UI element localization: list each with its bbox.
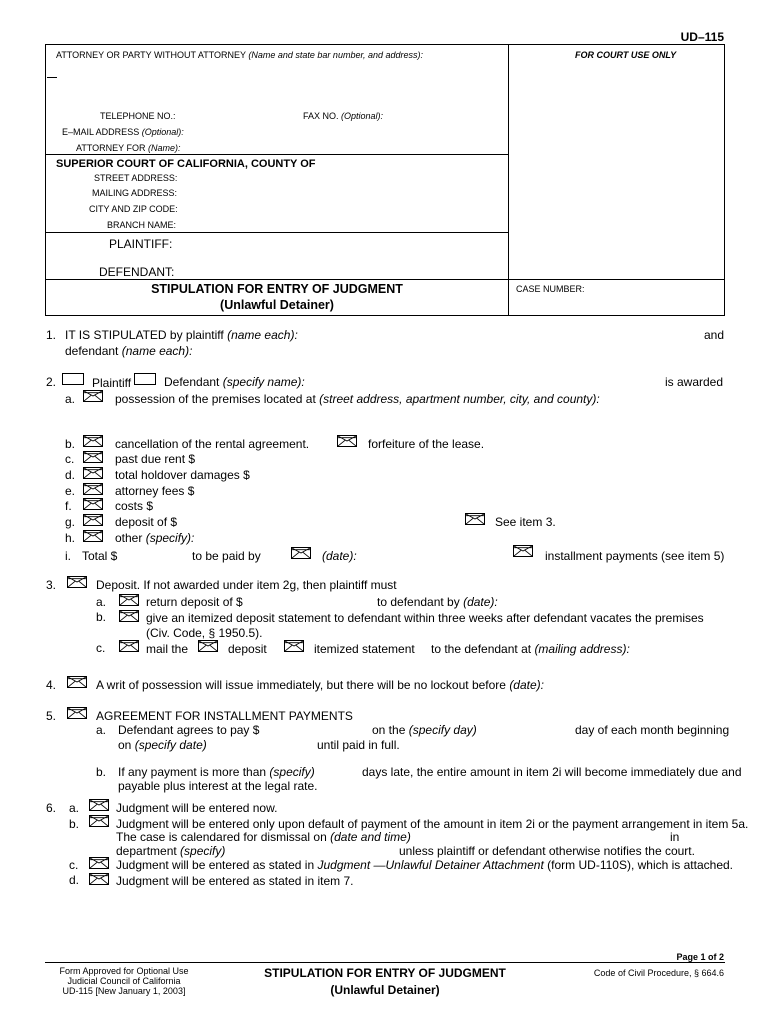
item3a-text: return deposit of $ xyxy=(146,595,243,609)
checkbox-envelope-icon xyxy=(199,641,217,651)
checkbox-envelope-icon xyxy=(84,436,102,446)
item6d-checkbox[interactable] xyxy=(89,873,109,885)
header-divider-2 xyxy=(45,232,508,233)
item2-plaintiff: Plaintiff xyxy=(92,376,132,390)
item6a-text: Judgment will be entered now. xyxy=(116,801,278,815)
footer-title-line1: STIPULATION FOR ENTRY OF JUDGMENT xyxy=(264,966,506,980)
item5a-letter: a. xyxy=(96,723,107,737)
item3-number: 3. xyxy=(46,578,57,592)
item3c-mail: mail the xyxy=(146,642,189,656)
header-divider-3 xyxy=(45,279,725,280)
item5b-letter: b. xyxy=(96,765,107,779)
item2i-text: Total $ xyxy=(82,549,118,563)
item2e-checkbox[interactable] xyxy=(83,483,103,495)
item1-number: 1. xyxy=(46,328,57,342)
form-title-line2: (Unlawful Detainer) xyxy=(220,298,334,312)
item2i-date-checkbox[interactable] xyxy=(291,547,311,559)
telephone-label: TELEPHONE NO.: xyxy=(100,111,176,121)
item3a-to: to defendant by (date): xyxy=(377,595,498,609)
item5a-until: until paid in full. xyxy=(317,738,400,752)
checkbox-envelope-icon xyxy=(84,391,102,401)
item2c-letter: c. xyxy=(65,452,75,466)
item5b-text: If any payment is more than (specify) xyxy=(118,765,315,779)
item3-text: Deposit. If not awarded under item 2g, then plaintiff must xyxy=(96,578,397,592)
item2e-text: attorney fees $ xyxy=(115,484,195,498)
item5a-on: on the (specify day) xyxy=(372,723,477,737)
checkbox-envelope-icon xyxy=(84,452,102,462)
item2g-see3-text: See item 3. xyxy=(495,515,556,529)
defendant-label: DEFENDANT: xyxy=(99,265,175,279)
case-number-label: CASE NUMBER: xyxy=(516,284,585,294)
item2g-see3-checkbox[interactable] xyxy=(465,513,485,525)
form-title xyxy=(46,282,508,312)
item3c-letter: c. xyxy=(96,641,106,655)
court-title: SUPERIOR COURT OF CALIFORNIA, COUNTY OF xyxy=(56,158,316,170)
plaintiff-label: PLAINTIFF: xyxy=(109,237,173,251)
footer-title-line2: (Unlawful Detainer) xyxy=(330,983,440,997)
item5a-day: day of each month beginning xyxy=(575,723,730,737)
checkbox-envelope-icon xyxy=(285,641,303,651)
item3b-text2: (Civ. Code, § 1950.5). xyxy=(146,626,263,640)
item3c-deposit-checkbox[interactable] xyxy=(198,640,218,652)
item6b-in: in xyxy=(670,830,680,844)
item2-number: 2. xyxy=(46,375,57,389)
header-box-bottom xyxy=(45,315,725,316)
defendant-checkbox[interactable] xyxy=(134,373,156,385)
item2b-forfeiture-text: forfeiture of the lease. xyxy=(368,437,485,451)
item5-number: 5. xyxy=(46,709,57,723)
checkbox-envelope-icon xyxy=(90,874,108,884)
item6b-unless: unless plaintiff or defendant otherwise notifies the court. xyxy=(399,844,695,858)
address-tick xyxy=(47,77,57,78)
item3b-letter: b. xyxy=(96,610,107,624)
checkbox-envelope-icon xyxy=(68,677,86,687)
item3c-itemized-checkbox[interactable] xyxy=(284,640,304,652)
item6a-checkbox[interactable] xyxy=(89,799,109,811)
item5b-text2: payable plus interest at the legal rate. xyxy=(118,779,318,793)
footer-revision: UD-115 [New January 1, 2003] xyxy=(62,986,186,996)
item2c-checkbox[interactable] xyxy=(83,451,103,463)
item2c-text: past due rent $ xyxy=(115,452,196,466)
court-use-divider xyxy=(508,44,509,316)
footer-code: Code of Civil Procedure, § 664.6 xyxy=(593,968,724,978)
item3b-checkbox[interactable] xyxy=(119,610,139,622)
item3a-letter: a. xyxy=(96,595,107,609)
checkbox-envelope-icon xyxy=(68,577,86,587)
item2h-letter: h. xyxy=(65,531,76,545)
item2f-letter: f. xyxy=(65,499,72,513)
item6b-text2: The case is calendared for dismissal on (date and time) xyxy=(116,830,411,844)
item6c-text: Judgment will be entered as stated in Judgment —Unlawful Detainer Attachment (form UD-110S), which is attached. xyxy=(116,858,733,872)
checkbox-envelope-icon xyxy=(90,858,108,868)
fax-label: FAX NO. (Optional): xyxy=(303,111,384,121)
item4-text: A writ of possession will issue immediately, but there will be no lockout before (date): xyxy=(96,678,544,692)
plaintiff-checkbox[interactable] xyxy=(62,373,84,385)
item3-checkbox[interactable] xyxy=(67,576,87,588)
item2i-install-checkbox[interactable] xyxy=(513,545,533,557)
checkbox-envelope-icon xyxy=(84,468,102,478)
item6d-text: Judgment will be entered as stated in item 7. xyxy=(116,874,354,888)
item2i-letter: i. xyxy=(65,549,71,563)
item2-defendant: Defendant (specify name): xyxy=(164,375,305,389)
item2d-checkbox[interactable] xyxy=(83,467,103,479)
item6d-letter: d. xyxy=(69,873,80,887)
item6b-text: Judgment will be entered only upon default of payment of the amount in item 2i or the payment arrangement in item 5a. xyxy=(116,817,749,831)
form-title-line1: STIPULATION FOR ENTRY OF JUDGMENT xyxy=(151,282,403,296)
item2b-letter: b. xyxy=(65,437,76,451)
page-number: Page 1 of 2 xyxy=(676,952,724,962)
item2i-paid: to be paid by xyxy=(192,549,261,563)
item6a-letter: a. xyxy=(69,801,80,815)
item6b-checkbox[interactable] xyxy=(89,815,109,827)
item3c-deposit: deposit xyxy=(228,642,267,656)
item1-text: IT IS STIPULATED by plaintiff (name each): xyxy=(65,328,298,342)
checkbox-envelope-icon xyxy=(84,499,102,509)
item6b-dept: department (specify) xyxy=(116,844,226,858)
checkbox-envelope-icon xyxy=(84,515,102,525)
item1-defendant: defendant (name each): xyxy=(65,344,193,358)
item1-and: and xyxy=(704,328,725,342)
email-label: E–MAIL ADDRESS (Optional): xyxy=(62,127,184,137)
checkbox-envelope-icon xyxy=(90,816,108,826)
item2h-text: other (specify): xyxy=(115,531,195,545)
item2f-checkbox[interactable] xyxy=(83,498,103,510)
header-box-top xyxy=(45,44,725,45)
checkbox-envelope-icon xyxy=(514,546,532,556)
footer-approved: Form Approved for Optional Use xyxy=(59,966,189,976)
checkbox-envelope-icon xyxy=(84,484,102,494)
item2a-checkbox[interactable] xyxy=(83,390,103,402)
footer-title xyxy=(220,966,550,997)
header-box-right xyxy=(724,44,725,316)
item2b-forfeiture-checkbox[interactable] xyxy=(337,435,357,447)
checkbox-envelope-icon xyxy=(84,531,102,541)
item3b-text: give an itemized deposit statement to defendant within three weeks after defendant vacates the premises xyxy=(146,611,704,625)
item3c-to: to the defendant at (mailing address): xyxy=(431,642,630,656)
item4-checkbox[interactable] xyxy=(67,676,87,688)
item6c-letter: c. xyxy=(69,858,79,872)
footer-approval xyxy=(45,966,203,996)
item2i-install: installment payments (see item 5) xyxy=(545,549,725,563)
street-address-label: STREET ADDRESS: xyxy=(94,173,178,183)
attorney-label: ATTORNEY OR PARTY WITHOUT ATTORNEY (Name and state bar number, and address): xyxy=(56,50,423,60)
checkbox-envelope-icon xyxy=(120,595,138,605)
item5a-text: Defendant agrees to pay $ xyxy=(118,723,260,737)
item6c-checkbox[interactable] xyxy=(89,857,109,869)
checkbox-envelope-icon xyxy=(90,800,108,810)
item2a-letter: a. xyxy=(65,392,76,406)
item6-number: 6. xyxy=(46,801,57,815)
item2-awarded: is awarded xyxy=(665,375,724,389)
item5-text: AGREEMENT FOR INSTALLMENT PAYMENTS xyxy=(96,709,353,723)
mailing-address-label: MAILING ADDRESS: xyxy=(92,188,178,198)
court-use-label: FOR COURT USE ONLY xyxy=(575,50,677,60)
checkbox-envelope-icon xyxy=(68,708,86,718)
checkbox-envelope-icon xyxy=(338,436,356,446)
item2e-letter: e. xyxy=(65,484,76,498)
item3c-itemized: itemized statement xyxy=(314,642,415,656)
attorney-for-label: ATTORNEY FOR (Name): xyxy=(76,143,181,153)
header-box-left xyxy=(45,44,46,316)
item2b-checkbox[interactable] xyxy=(83,435,103,447)
item3c-checkbox[interactable] xyxy=(119,640,139,652)
item6b-letter: b. xyxy=(69,817,80,831)
item2d-letter: d. xyxy=(65,468,76,482)
item2g-checkbox[interactable] xyxy=(83,514,103,526)
header-divider-1 xyxy=(45,154,508,155)
form-id: UD–115 xyxy=(680,30,724,44)
checkbox-envelope-icon xyxy=(120,641,138,651)
item2a-text: possession of the premises located at (street address, apartment number, city, and county): xyxy=(115,392,600,406)
item2b-text: cancellation of the rental agreement. xyxy=(115,437,310,451)
checkbox-envelope-icon xyxy=(120,611,138,621)
item5a-on2: on (specify date) xyxy=(118,738,207,752)
item5-checkbox[interactable] xyxy=(67,707,87,719)
branch-name-label: BRANCH NAME: xyxy=(107,220,177,230)
item2h-checkbox[interactable] xyxy=(83,530,103,542)
item2i-date: (date): xyxy=(322,549,357,563)
item2g-letter: g. xyxy=(65,515,76,529)
checkbox-envelope-icon xyxy=(466,514,484,524)
item4-number: 4. xyxy=(46,678,57,692)
checkbox-envelope-icon xyxy=(292,548,310,558)
item2d-text: total holdover damages $ xyxy=(115,468,250,482)
item5b-days: days late, the entire amount in item 2i will become immediately due and xyxy=(362,765,742,779)
item3a-checkbox[interactable] xyxy=(119,594,139,606)
item2g-text: deposit of $ xyxy=(115,515,178,529)
footer-rule xyxy=(45,962,725,963)
city-zip-label: CITY AND ZIP CODE: xyxy=(89,204,178,214)
footer-council: Judicial Council of California xyxy=(67,976,181,986)
item2f-text: costs $ xyxy=(115,499,154,513)
